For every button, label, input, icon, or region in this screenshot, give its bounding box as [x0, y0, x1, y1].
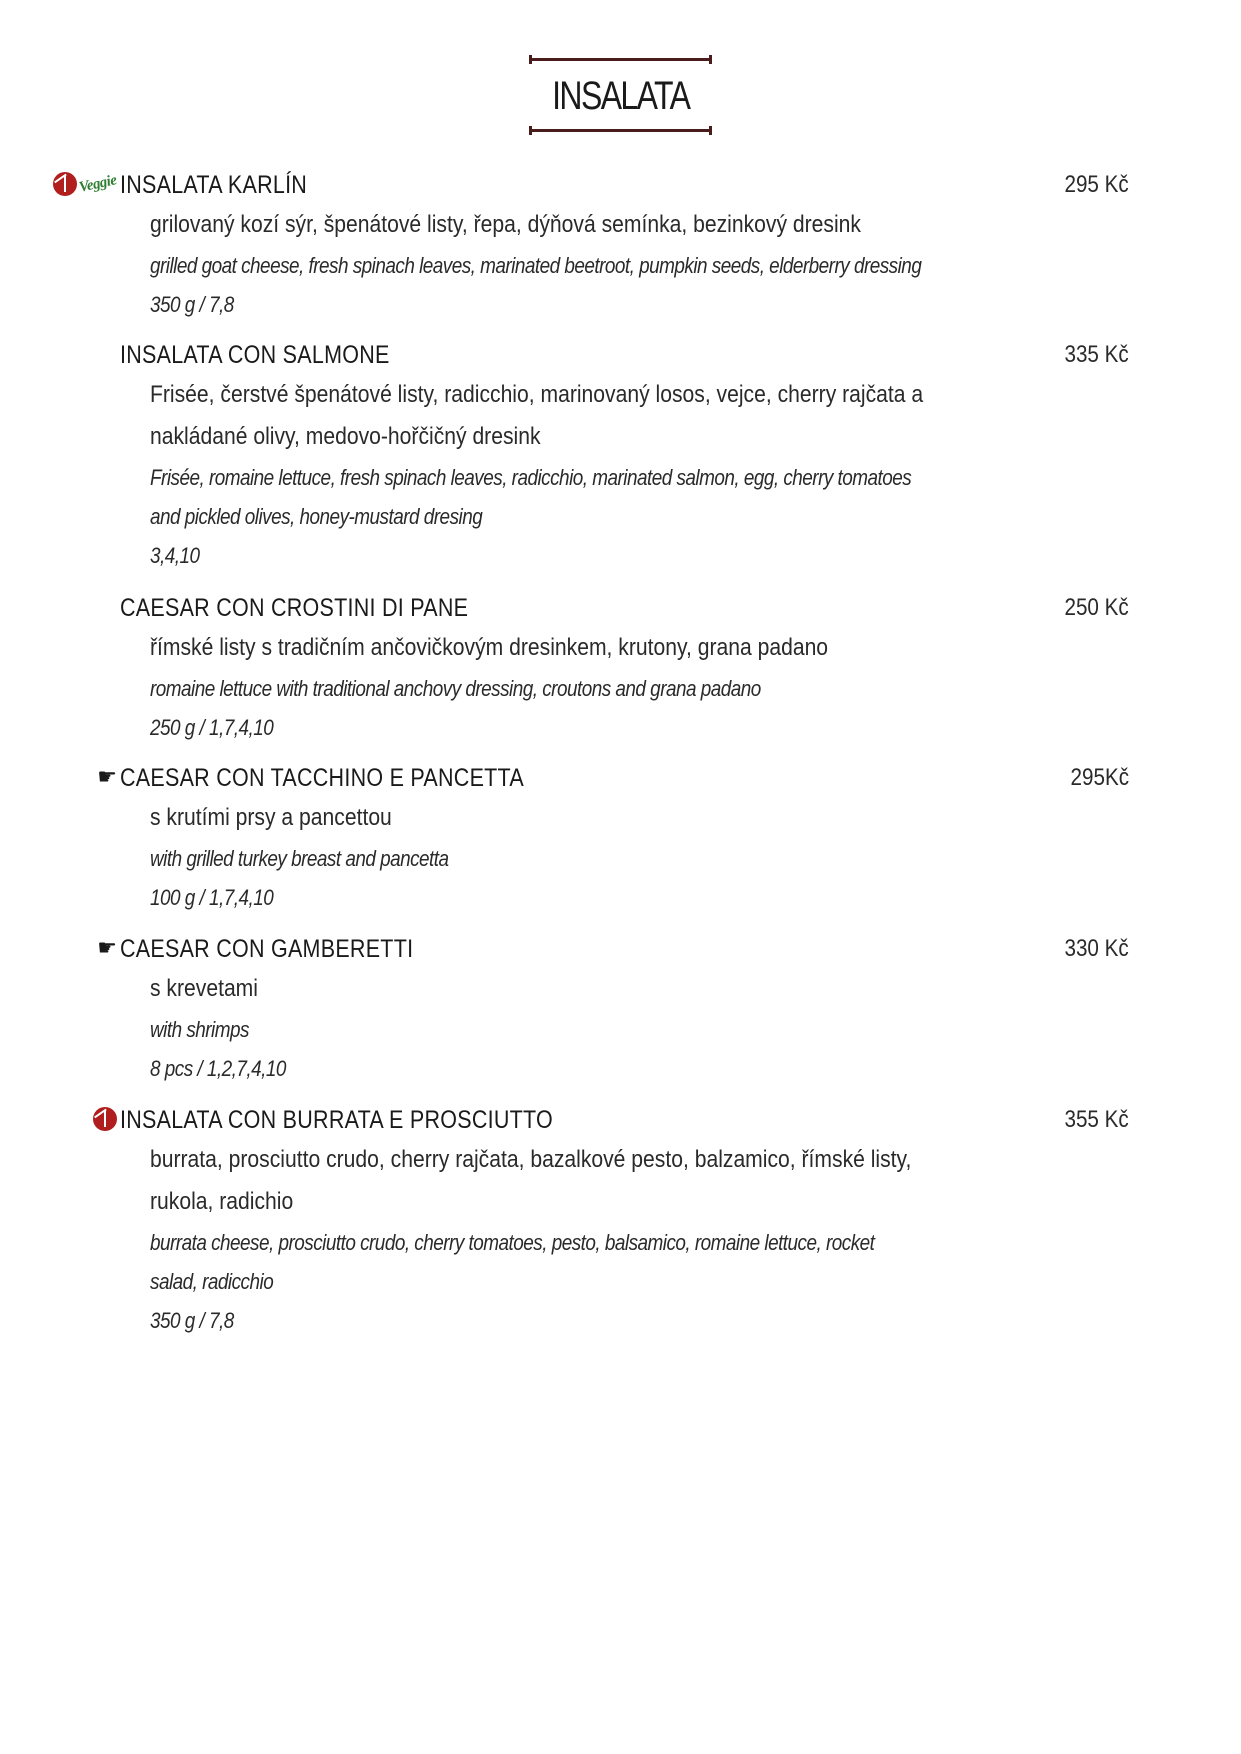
title-frame	[529, 58, 712, 132]
item-weight-allergens: 350 g / 7,8	[150, 292, 234, 317]
item-description-en: grilled goat cheese, fresh spinach leaves, marinated beetroot, pumpkin seeds, elderberry dressing	[150, 253, 922, 278]
item-price: 355 Kč	[1064, 1106, 1129, 1133]
item-name: CAESAR CON TACCHINO E PANCETTA	[120, 764, 524, 792]
item-name: CAESAR CON CROSTINI DI PANE	[120, 594, 469, 622]
item-weight-allergens: 100 g / 1,7,4,10	[150, 885, 274, 910]
item-description-en: with shrimps	[150, 1017, 249, 1042]
pointing-hand-icon: ☛	[97, 935, 117, 960]
menu-list	[0, 168, 1241, 1333]
item-price: 330 Kč	[1064, 935, 1129, 962]
item-weight-allergens: 8 pcs / 1,2,7,4,10	[150, 1056, 286, 1081]
menu-item	[0, 1103, 1241, 1333]
item-description-cz: grilovaný kozí sýr, špenátové listy, řepa, dýňová semínka, bezinkový dresink	[150, 211, 861, 238]
item-name: CAESAR CON GAMBERETTI	[120, 935, 414, 963]
title-rule-top	[529, 58, 712, 61]
header	[0, 58, 1241, 132]
item-weight-allergens: 250 g / 1,7,4,10	[150, 715, 274, 740]
menu-item	[0, 932, 1241, 1103]
item-allergens: 3,4,10	[150, 543, 200, 568]
item-name: INSALATA CON BURRATA E PROSCIUTTO	[120, 1106, 554, 1134]
menu-item	[0, 168, 1241, 338]
item-icons	[53, 172, 117, 196]
item-name: INSALATA KARLÍN	[120, 171, 308, 199]
item-description-cz: s krutími prsy a pancettou	[150, 804, 392, 831]
menu-item	[0, 761, 1241, 932]
item-icons	[93, 1107, 117, 1131]
title-rule-bottom	[529, 129, 712, 132]
page-title: INSALATA	[551, 74, 690, 118]
item-weight-allergens: 350 g / 7,8	[150, 1308, 234, 1333]
item-price: 335 Kč	[1064, 341, 1129, 368]
item-description-en: burrata cheese, prosciutto crudo, cherry tomatoes, pesto, balsamico, romaine lettuce, rocket salad, radicchio	[150, 1230, 875, 1294]
item-description-en: with grilled turkey breast and pancetta	[150, 846, 449, 871]
item-icons	[97, 765, 117, 789]
item-description-en: Frisée, romaine lettuce, fresh spinach leaves, radicchio, marinated salmon, egg, cherry tomatoes and pickled olives, honey-mustard dresing	[150, 465, 912, 529]
wheat-free-icon	[93, 1107, 117, 1131]
menu-item	[0, 591, 1241, 761]
wheat-free-icon	[53, 172, 77, 196]
menu-item	[0, 338, 1241, 591]
item-price: 295Kč	[1070, 764, 1129, 791]
veggie-icon: Veggie	[77, 171, 119, 196]
pointing-hand-icon: ☛	[97, 764, 117, 789]
item-description-cz: Frisée, čerstvé špenátové listy, radicchio, marinovaný losos, vejce, cherry rajčata a nakládané olivy, medovo-hořčičný dresink	[150, 381, 924, 450]
item-description-cz: římské listy s tradičním ančovičkovým dresinkem, krutony, grana padano	[150, 634, 829, 661]
item-icons	[97, 936, 117, 960]
item-description-cz: s krevetami	[150, 975, 258, 1002]
item-description-cz: burrata, prosciutto crudo, cherry rajčata, bazalkové pesto, balzamico, římské listy, rukola, radichio	[150, 1146, 912, 1215]
item-description-en: romaine lettuce with traditional anchovy dressing, croutons and grana padano	[150, 676, 761, 701]
item-name: INSALATA CON SALMONE	[120, 341, 390, 369]
item-price: 250 Kč	[1064, 594, 1129, 621]
item-price: 295 Kč	[1064, 171, 1129, 198]
